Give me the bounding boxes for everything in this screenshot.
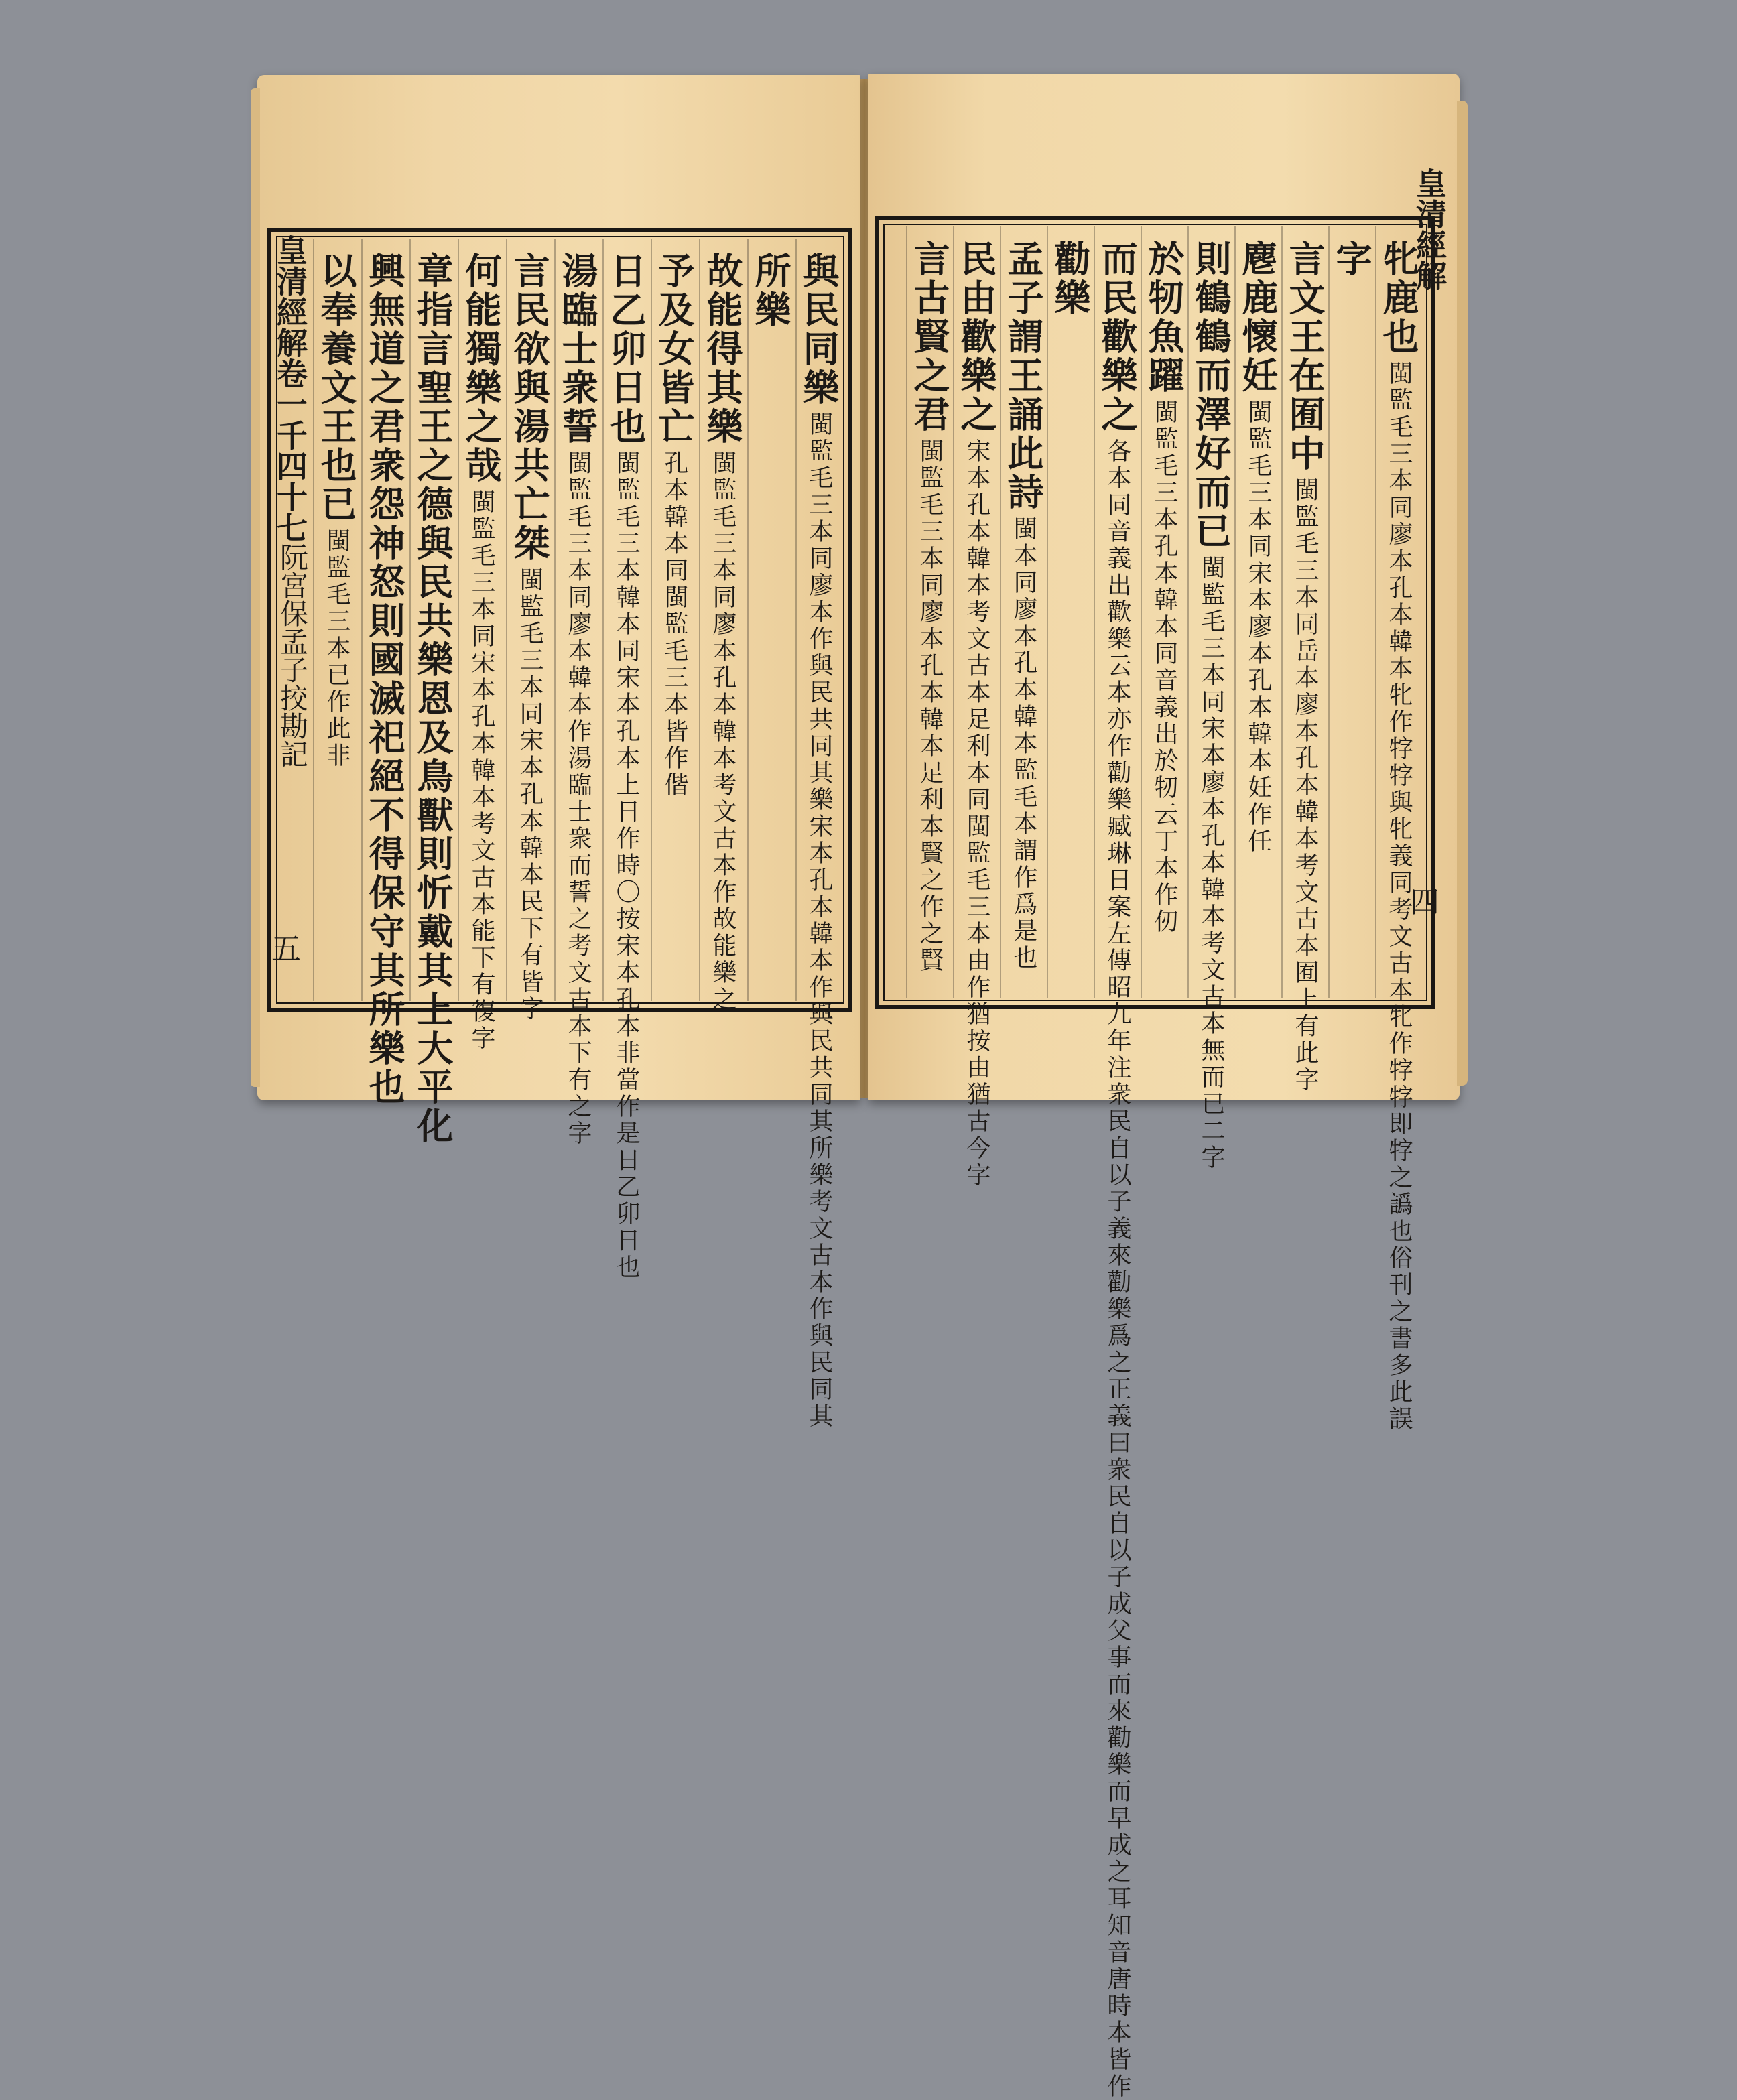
right-text-column (1330, 240, 1373, 279)
left-text-column (411, 252, 454, 1146)
right-text-column (1002, 240, 1045, 972)
right-text-column (1049, 240, 1092, 318)
right-column-main-text: 於牣魚躍 (1143, 240, 1185, 395)
left-column-rule (409, 239, 411, 1001)
left-column-rule (602, 239, 604, 1001)
left-column-main-text: 以奉養文王也已 (315, 252, 358, 524)
right-column-annotation: 閩監毛三本同廖本孔本韓本牝作牸牸與牝義同考文古本牝作牸牸即牸之譌也俗刊之書多此誤 (1385, 360, 1413, 1433)
page-edge (251, 88, 260, 1087)
left-column-rule (361, 239, 363, 1001)
left-text-column (797, 252, 840, 1430)
right-text-column (1236, 240, 1279, 855)
right-column-main-text: 麀鹿懷妊 (1236, 240, 1279, 395)
left-column-main-text: 所樂 (749, 252, 792, 330)
left-text-column (604, 252, 647, 1281)
left-text-column (701, 252, 744, 1013)
left-column-rule (458, 239, 459, 1001)
right-column-main-text: 言古賢之君 (908, 240, 951, 434)
right-column-rule (1187, 226, 1189, 998)
left-column-annotation: 閩監毛三本同宋本孔本韓本民下有皆字 (516, 567, 543, 1023)
left-column-annotation: 閩監毛三本同廖本韓本作湯臨士衆而誓之考文古本下有之字 (564, 450, 592, 1147)
right-column-rule (1141, 226, 1142, 998)
right-column-annotation: 閩監毛三本同岳本廖本孔本韓本考文古本囿上有此字 (1291, 477, 1319, 1094)
left-column-rule (506, 239, 507, 1001)
left-column-main-text: 與民同樂 (797, 252, 840, 407)
right-text-column (1096, 240, 1139, 2100)
left-column-main-text: 言民欲與湯共亡桀 (508, 252, 551, 563)
right-folio-title: 皇清經解 (1411, 168, 1448, 291)
left-column-annotation: 閩監毛三本同宋本孔本韓本考文古本能下有復字 (468, 489, 495, 1052)
left-column-annotation: 孔本韓本同閩監毛三本皆作偕 (661, 450, 688, 799)
left-column-rule (554, 239, 556, 1001)
left-column-annotation: 閩監毛三本同廖本孔本韓本考文古本作故能樂之 (709, 450, 736, 1013)
right-column-annotation: 宋本孔本韓本考文古本足利本同閩監毛三本由作猶按由猶古今字 (963, 438, 990, 1189)
right-column-annotation: 各本同音義出歡樂云本亦作勸樂臧琳日案左傳昭九年注衆民自以子義來勸樂爲之正義曰衆民自以子成父事而來勸樂而早成之耳知音唐時本皆作 (1104, 438, 1131, 2100)
left-column-main-text: 章指言聖王之德與民共樂恩及鳥獸則忻戴其上大平化 (411, 252, 454, 1146)
right-column-rule (1328, 226, 1330, 998)
right-text-column (1377, 240, 1420, 1433)
left-column-rule (651, 239, 652, 1001)
left-text-column (315, 252, 358, 769)
left-text-column (363, 252, 406, 1107)
right-column-rule (1000, 226, 1001, 998)
left-page-number: 五 (271, 932, 301, 966)
right-text-column (955, 240, 998, 1189)
right-column-annotation: 閩監毛三本同廖本孔本韓本足利本賢之作之賢 (916, 438, 944, 974)
left-text-column (460, 252, 503, 1052)
right-page-number: 四 (1410, 885, 1439, 919)
left-folio-title: 皇清經解卷一千四十七 (272, 235, 308, 543)
right-column-main-text: 而民歡樂之 (1096, 240, 1139, 434)
left-text-column (508, 252, 551, 1023)
right-column-main-text: 言文王在囿中 (1283, 240, 1326, 473)
right-column-main-text: 勸樂 (1049, 240, 1092, 318)
right-column-rule (906, 226, 907, 998)
right-text-column (908, 240, 951, 974)
right-column-rule (1281, 226, 1283, 998)
left-column-rule (313, 239, 314, 1001)
right-column-rule (1375, 226, 1376, 998)
right-column-main-text: 牝鹿也 (1377, 240, 1420, 356)
right-column-annotation: 閩監毛三本同宋本廖本孔本韓本考文古本無而已二字 (1198, 555, 1225, 1171)
left-column-main-text: 興無道之君衆怨神怒則國滅祀絕不得保守其所樂也 (363, 252, 406, 1107)
right-column-annotation: 閩本同廖本孔本韓本監毛本謂作爲是也 (1010, 516, 1037, 972)
left-column-rule (747, 239, 749, 1001)
left-column-annotation: 閩監毛三本已作此非 (323, 528, 350, 769)
left-column-rule (699, 239, 700, 1001)
right-text-column (1283, 240, 1326, 1094)
right-column-rule (1234, 226, 1236, 998)
right-column-rule (1094, 226, 1095, 998)
left-text-column (749, 252, 792, 330)
left-folio-label: 阮宮保孟子挍勘記 (276, 543, 309, 768)
left-column-main-text: 日乙卯日也 (604, 252, 647, 446)
left-column-annotation: 閩監毛三本韓本同宋本孔本上日作時〇按宋本孔本非當作是日乙卯日也 (613, 450, 640, 1281)
left-text-column (653, 252, 696, 799)
left-column-main-text: 湯臨士衆誓 (556, 252, 599, 446)
right-column-main-text: 字 (1330, 240, 1373, 279)
left-column-main-text: 予及女皆亡 (653, 252, 696, 446)
right-column-annotation: 閩監毛三本同宋本廖本孔本韓本妊作任 (1244, 399, 1272, 855)
right-text-column (1189, 240, 1232, 1171)
right-column-main-text: 孟子謂王誦此詩 (1002, 240, 1045, 512)
left-column-main-text: 何能獨樂之哉 (460, 252, 503, 485)
right-text-column (1143, 240, 1185, 935)
right-column-annotation: 閩監毛三本孔本韓本同音義出於牣云丁本作仞 (1151, 399, 1178, 935)
right-column-rule (1047, 226, 1048, 998)
page-edge (1457, 101, 1468, 1086)
right-column-main-text: 則鶴鶴而澤好而已 (1189, 240, 1232, 551)
left-column-annotation: 閩監毛三本同廖本作與民共同其樂宋本孔本韓本作與民共同其所樂考文古本作與民同其 (806, 411, 833, 1430)
left-column-main-text: 故能得其樂 (701, 252, 744, 446)
left-column-rule (795, 239, 797, 1001)
right-column-rule (953, 226, 954, 998)
right-column-main-text: 民由歡樂之 (955, 240, 998, 434)
left-text-column (556, 252, 599, 1147)
